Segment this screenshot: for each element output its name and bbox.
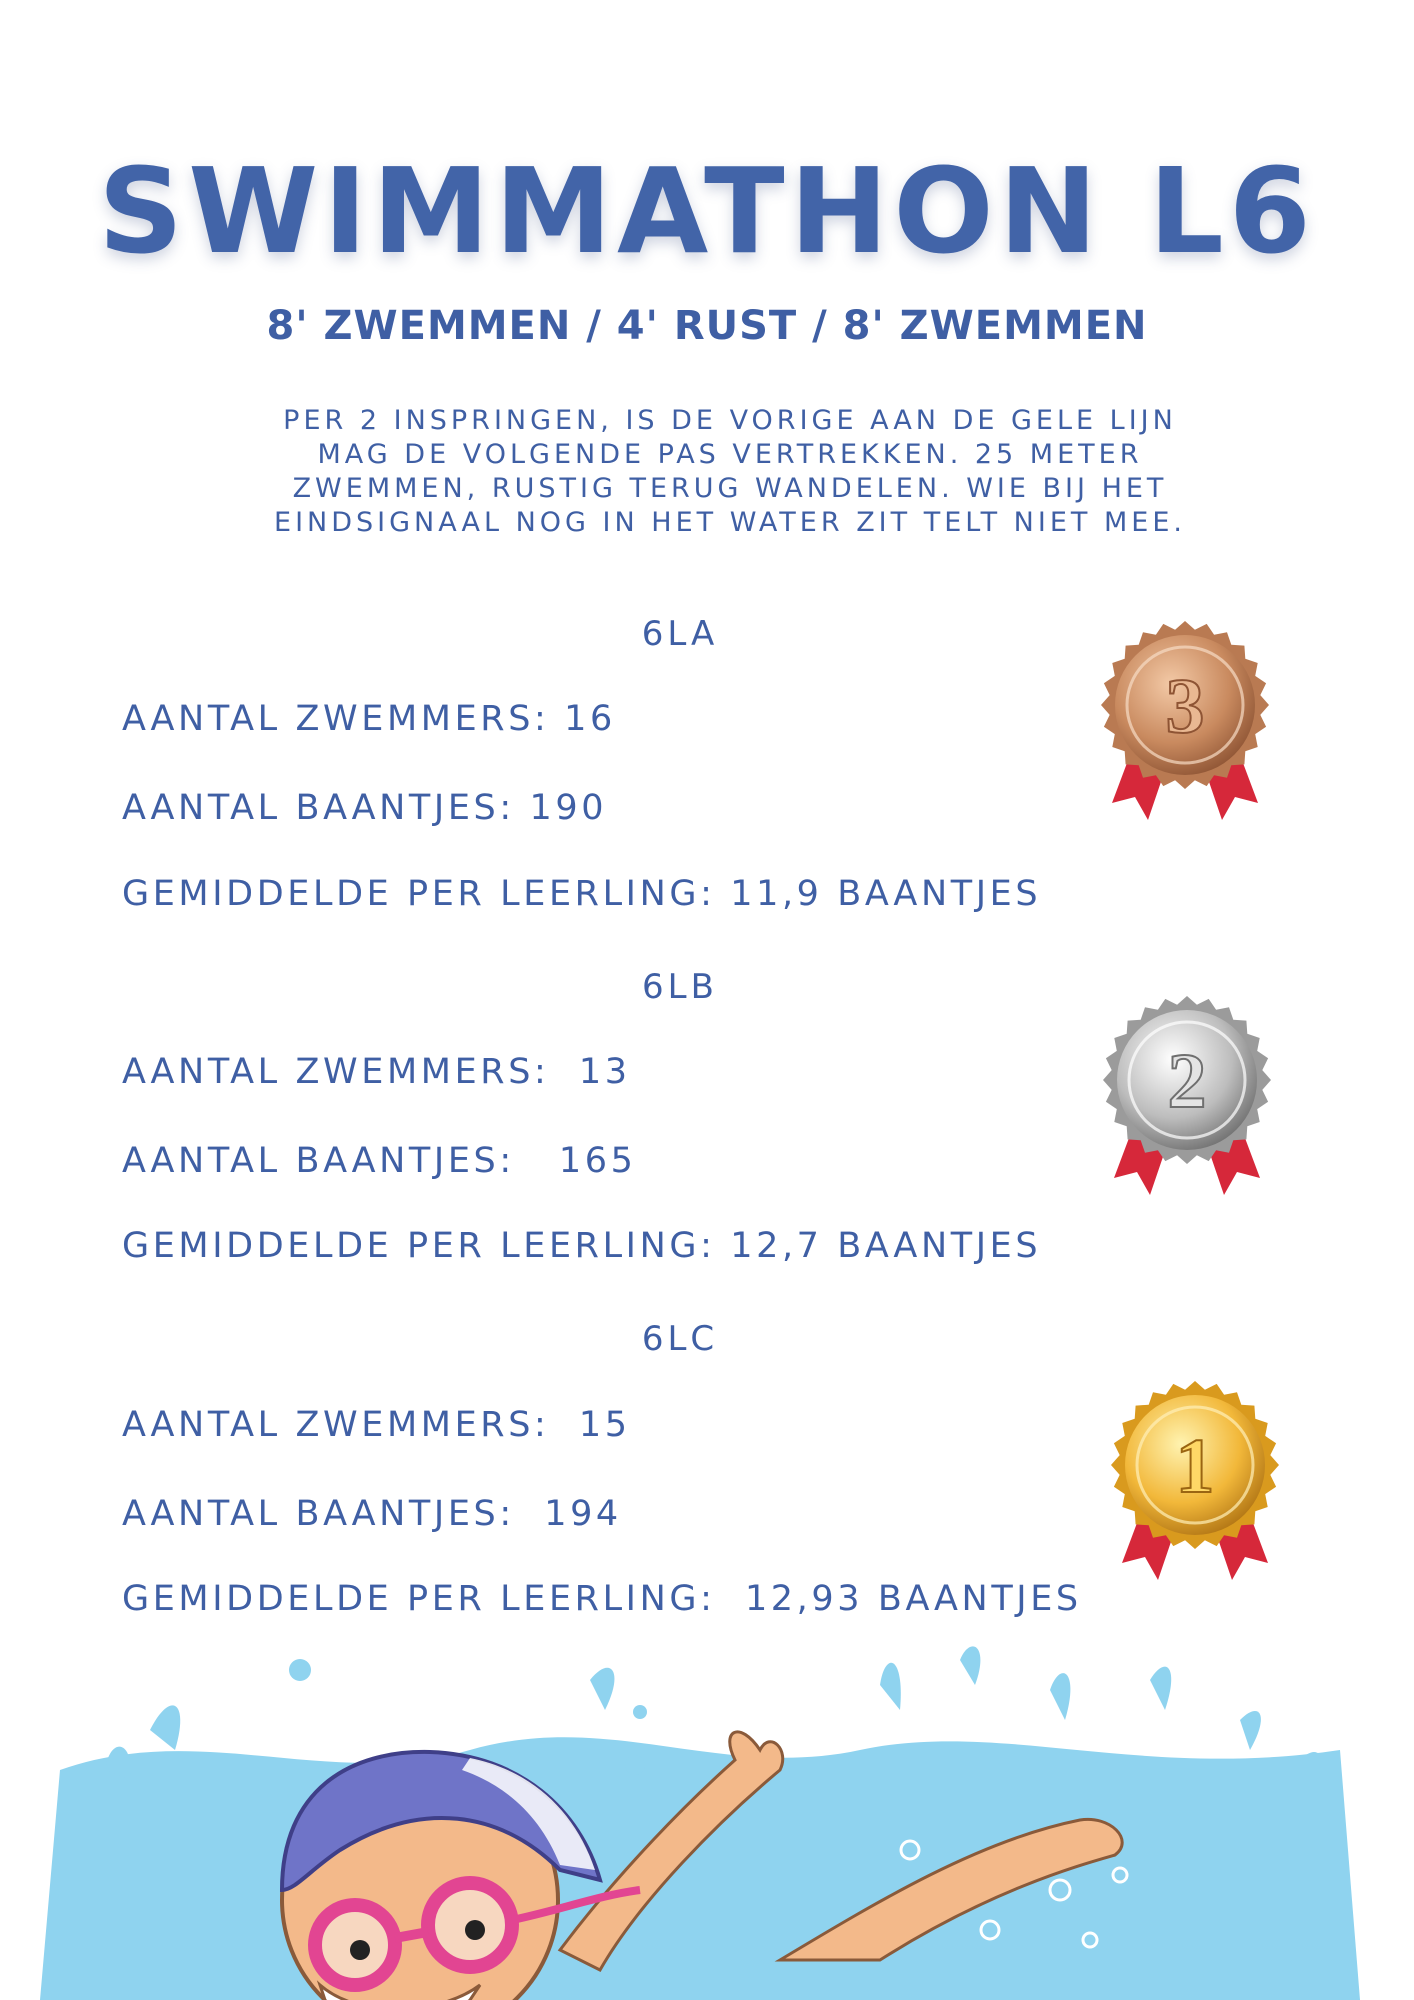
stat-laps-6lc: AANTAL BAANTJES: 194 [122, 1494, 622, 1534]
intro-text [200, 404, 1260, 540]
silver-medal-icon [1092, 990, 1282, 1205]
stat-swimmers-6lc: AANTAL ZWEMMERS: 15 [122, 1405, 631, 1445]
stat-laps-6lb: AANTAL BAANTJES: 165 [122, 1141, 637, 1181]
intro-line: MAG DE VOLGENDE PAS VERTREKKEN. 25 METER [317, 439, 1143, 470]
water-splash [1150, 1667, 1171, 1710]
water-splash [625, 1755, 645, 1775]
gold-medal-icon [1100, 1375, 1290, 1590]
water-splash [150, 1705, 180, 1750]
water-splash [289, 1659, 311, 1681]
stat-average-6lb: GEMIDDELDE PER LEERLING: 12,7 BAANTJES [122, 1226, 1042, 1266]
bronze-medal-icon [1090, 615, 1280, 830]
stat-swimmers-6la: AANTAL ZWEMMERS: 16 [122, 699, 616, 739]
intro-line: PER 2 INSPRINGEN, IS DE VORIGE AAN DE GELE LIJN [283, 405, 1177, 436]
class-label-6lc: 6LC [641, 1319, 719, 1359]
page-subtitle: 8' ZWEMMEN / 4' RUST / 8' ZWEMMEN [266, 303, 1148, 349]
stat-swimmers-6lb: AANTAL ZWEMMERS: 13 [122, 1052, 631, 1092]
stat-laps-6la: AANTAL BAANTJES: 190 [122, 788, 608, 828]
water-splash [960, 1646, 980, 1685]
class-label-6la: 6LA [641, 614, 719, 654]
stat-average-6la: GEMIDDELDE PER LEERLING: 11,9 BAANTJES [122, 874, 1042, 914]
water-splash [1050, 1673, 1070, 1720]
medal-rank-text: 1 [1175, 1422, 1215, 1509]
stat-average-6lc: GEMIDDELDE PER LEERLING: 12,93 BAANTJES [122, 1579, 1082, 1619]
page-title: SWIMMATHON L6 [98, 142, 1316, 280]
water-wave [40, 1737, 1360, 2000]
medal-rank-text: 2 [1167, 1037, 1207, 1124]
water-splash [590, 1668, 614, 1710]
water-splash [880, 1663, 901, 1710]
medal-rank-text: 3 [1165, 662, 1205, 749]
swimmer-illustration [0, 1640, 1414, 2000]
intro-line: ZWEMMEN, RUSTIG TERUG WANDELEN. WIE BIJ HET [292, 473, 1168, 504]
class-label-6lb: 6LB [642, 967, 718, 1007]
intro-line: EINDSIGNAAL NOG IN HET WATER ZIT TELT NIET MEE. [274, 507, 1186, 538]
water-splash [633, 1705, 647, 1719]
water-splash [1240, 1711, 1261, 1750]
